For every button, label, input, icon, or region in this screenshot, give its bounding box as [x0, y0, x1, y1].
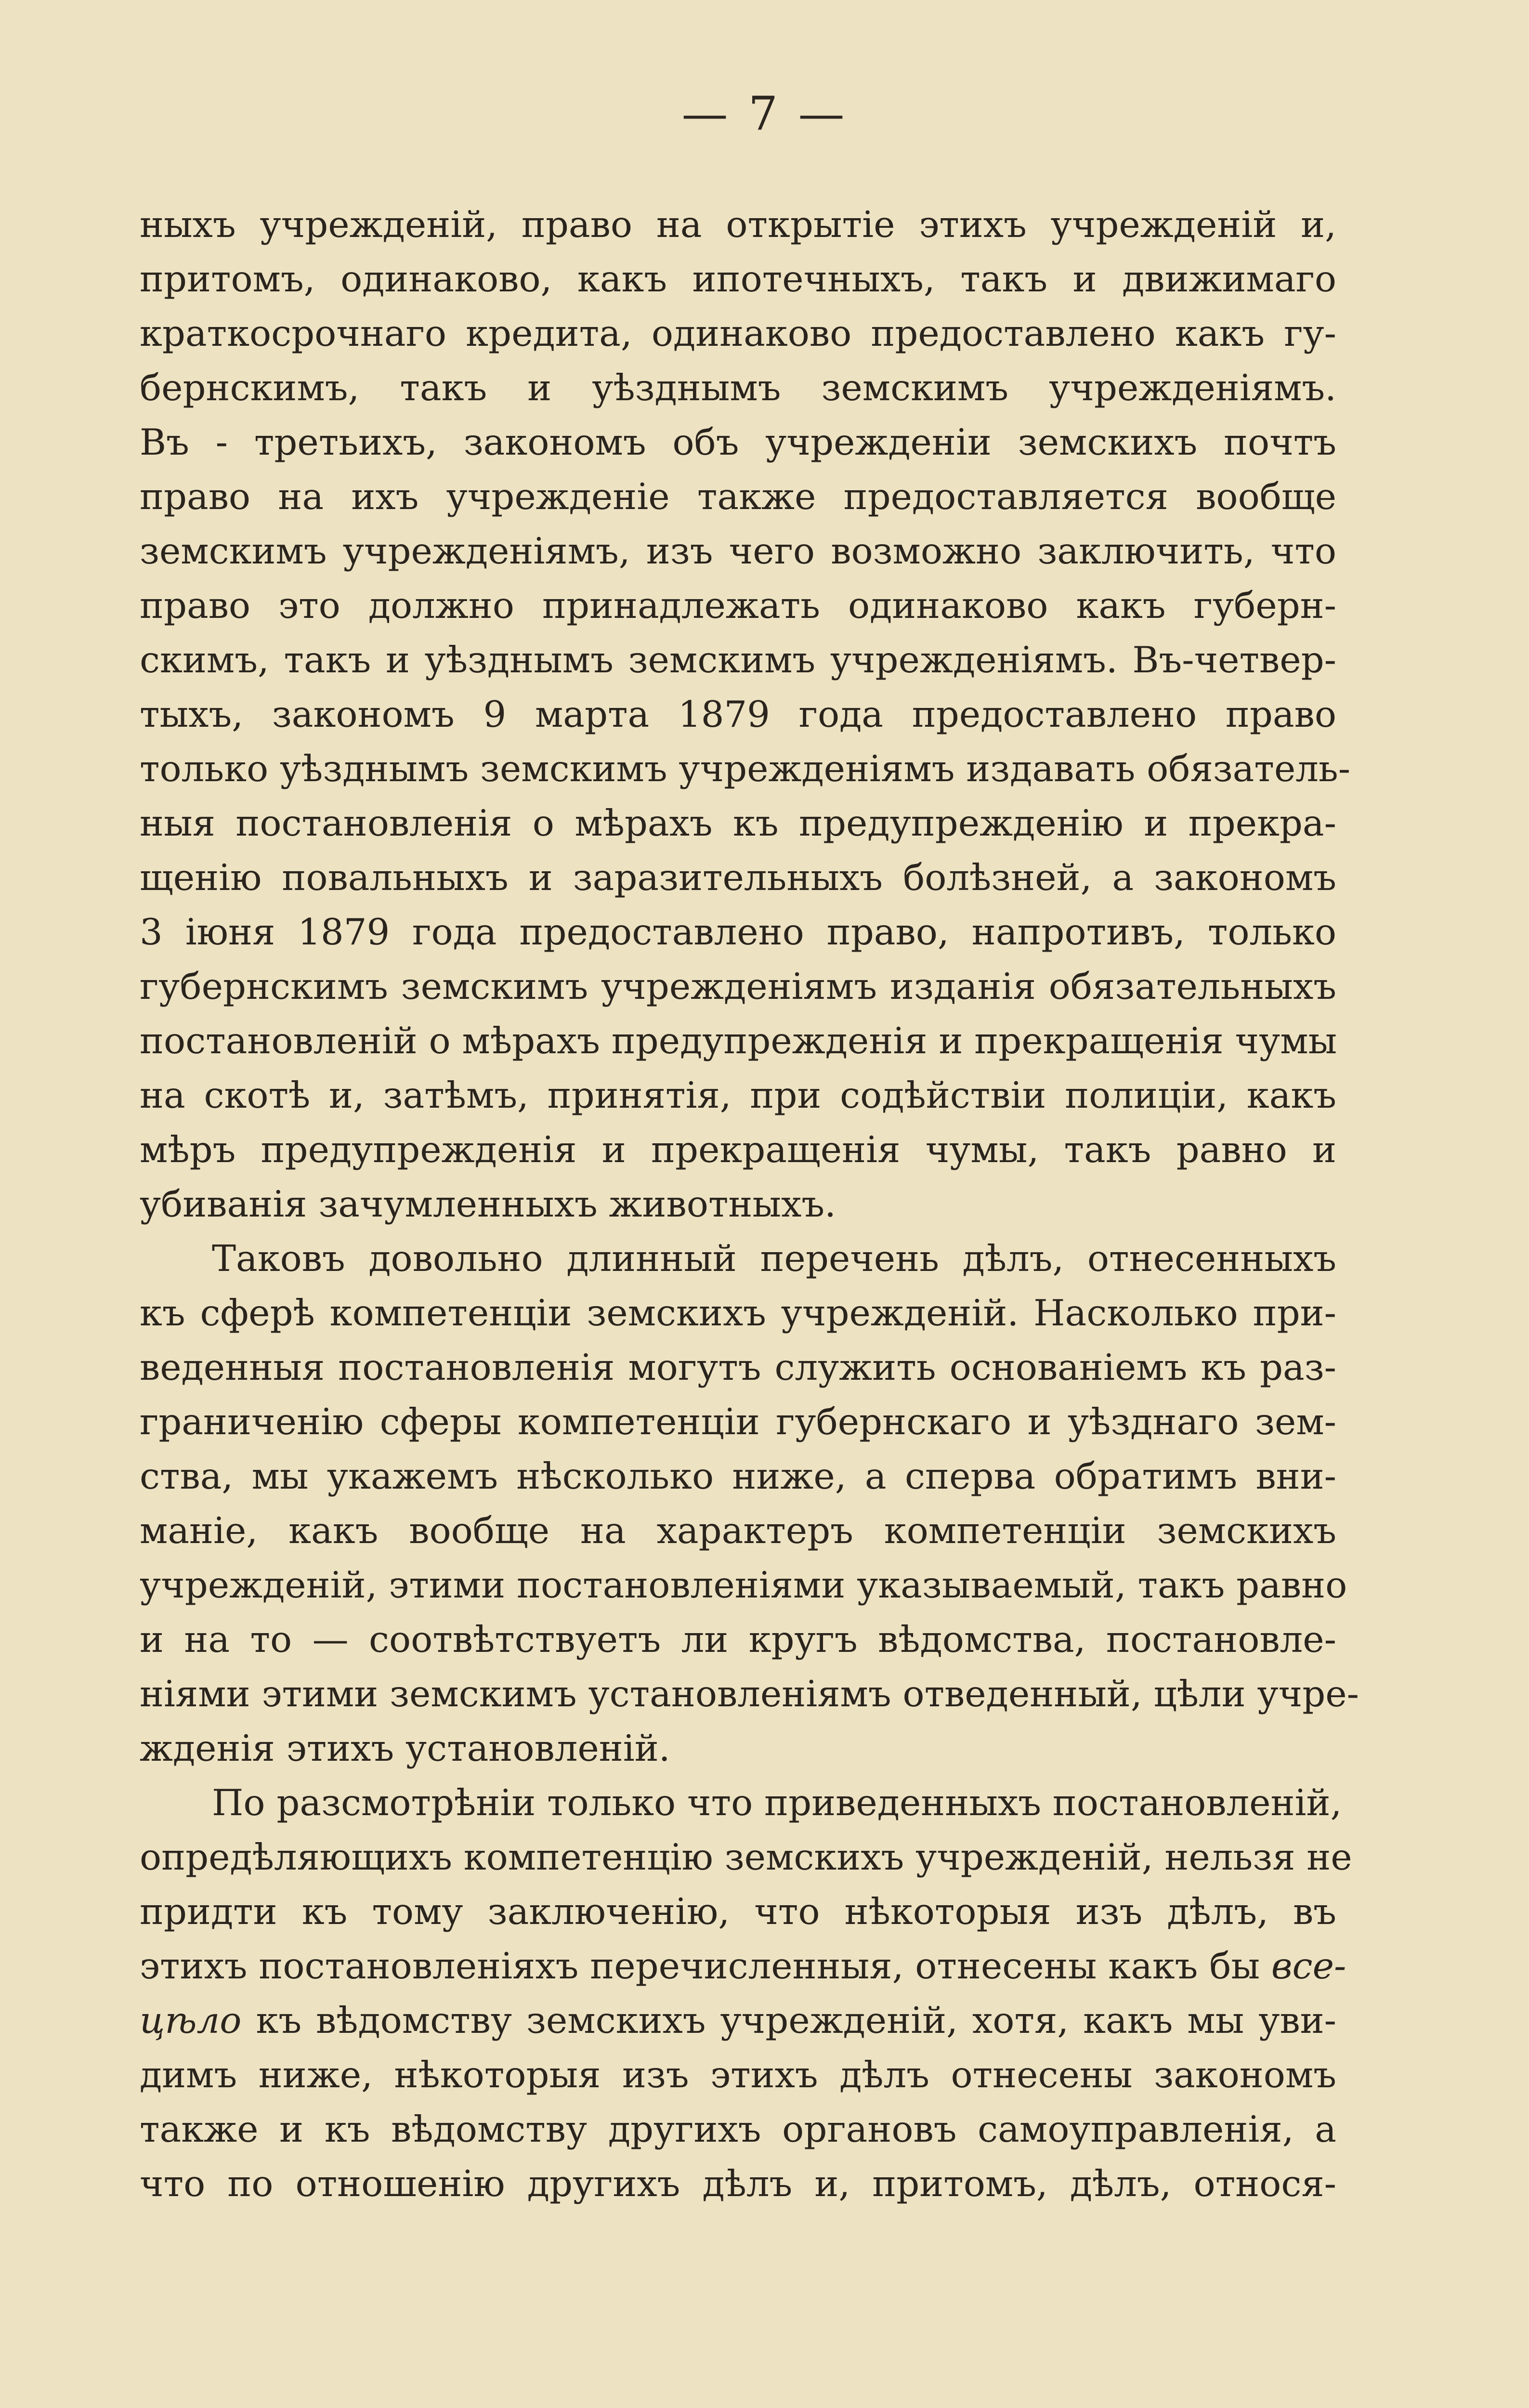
text-line: на скотѣ и, затѣмъ, принятія, при содѣйствіи полиціи, какъ: [140, 1074, 1336, 1116]
body-text: [140, 197, 1359, 2211]
text-line: [140, 1993, 1336, 2048]
text-line: также и къ вѣдомству другихъ органовъ самоуправленія, а: [140, 2108, 1336, 2150]
text-line: скимъ, такъ и уѣзднымъ земскимъ учрежденіямъ. Въ-четвер-: [140, 639, 1336, 681]
text-line: убиванія зачумленныхъ животныхъ.: [140, 1183, 836, 1225]
text-line: веденныя постановленія могутъ служить основаніемъ къ раз-: [140, 1346, 1336, 1388]
text-line: 3 іюня 1879 года предоставлено право, напротивъ, только: [140, 911, 1336, 953]
text-line: учрежденій, этими постановленіями указываемый, такъ равно: [140, 1564, 1347, 1606]
italic-word: все-: [1271, 1945, 1346, 1987]
text-line: притомъ, одинаково, какъ ипотечныхъ, такъ и движимаго: [140, 258, 1336, 300]
text-line: мѣръ предупрежденія и прекращенія чумы, такъ равно и: [140, 1128, 1336, 1171]
text-line: земскимъ учрежденіямъ, изъ чего возможно заключить, что: [140, 530, 1336, 572]
text-line: и на то — соотвѣтствуетъ ли кругъ вѣдомства, постановле-: [140, 1618, 1336, 1661]
page-number: — 7 —: [681, 87, 848, 141]
text-line: губернскимъ земскимъ учрежденіямъ изданія обязательныхъ: [140, 965, 1336, 1008]
italic-word: цѣло: [140, 1999, 242, 2042]
text-line: По разсмотрѣніи только что приведенныхъ постановленій,: [212, 1781, 1342, 1824]
text-line: опредѣляющихъ компетенцію земскихъ учрежденій, нельзя не: [140, 1836, 1352, 1878]
text-line: придти къ тому заключенію, что нѣкоторыя изъ дѣлъ, въ: [140, 1890, 1336, 1933]
text-line: тыхъ, закономъ 9 марта 1879 года предоставлено право: [140, 693, 1336, 735]
text-line: право это должно принадлежать одинаково какъ губерн-: [140, 584, 1336, 627]
text-line: краткосрочнаго кредита, одинаково предоставлено какъ гу-: [140, 312, 1336, 354]
text-line-body: къ вѣдомству земскихъ учрежденій, хотя, какъ мы уви-: [256, 1999, 1337, 2042]
text-line: право на ихъ учрежденіе также предоставляется вообще: [140, 475, 1336, 518]
text-line: ныхъ учрежденій, право на открытіе этихъ учрежденій и,: [140, 203, 1336, 246]
text-line: ніями этими земскимъ установленіямъ отведенный, цѣли учре-: [140, 1673, 1359, 1715]
text-line: ныя постановленія о мѣрахъ къ предупрежденію и прекра-: [140, 802, 1336, 844]
text-line: ства, мы укажемъ нѣсколько ниже, а сперва обратимъ вни-: [140, 1455, 1336, 1497]
text-line: жденія этихъ установленій.: [140, 1727, 670, 1769]
text-line: постановленій о мѣрахъ предупрежденія и прекращенія чумы: [140, 1020, 1337, 1062]
text-line: только уѣзднымъ земскимъ учрежденіямъ издавать обязатель-: [140, 747, 1351, 790]
text-line: Таковъ довольно длинный перечень дѣлъ, отнесенныхъ: [212, 1237, 1336, 1280]
text-line: димъ ниже, нѣкоторыя изъ этихъ дѣлъ отнесены закономъ: [140, 2054, 1336, 2096]
text-line: [140, 1939, 1346, 1993]
text-line: граниченію сферы компетенціи губернскаго и уѣзднаго зем-: [140, 1400, 1336, 1443]
text-line: щенію повальныхъ и заразительныхъ болѣзней, а закономъ: [140, 856, 1336, 899]
text-line: бернскимъ, такъ и уѣзднымъ земскимъ учрежденіямъ.: [140, 366, 1336, 409]
text-line-body: этихъ постановленіяхъ перечисленныя, отнесены какъ бы: [140, 1945, 1260, 1987]
text-line: маніе, какъ вообще на характеръ компетенціи земскихъ: [140, 1509, 1336, 1552]
text-line: Въ - третьихъ, закономъ объ учрежденіи земскихъ почтъ: [140, 421, 1336, 463]
text-line: что по отношенію другихъ дѣлъ и, притомъ, дѣлъ, относя-: [140, 2162, 1336, 2205]
text-line: къ сферѣ компетенціи земскихъ учрежденій. Насколько при-: [140, 1292, 1336, 1334]
